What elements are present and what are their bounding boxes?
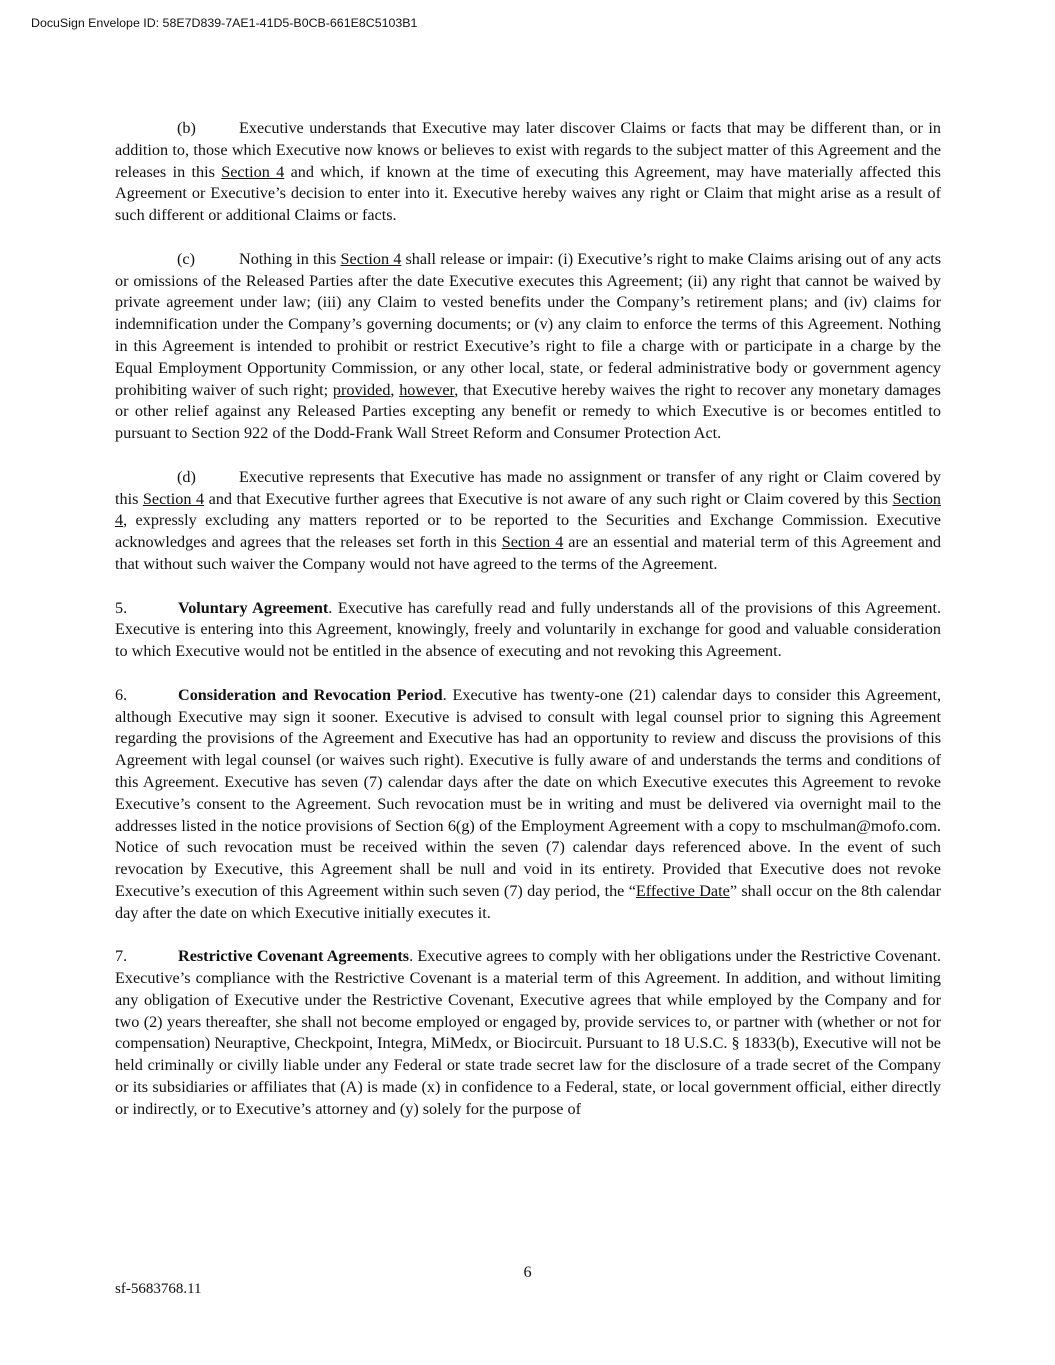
section-6-consideration-revocation	[115, 685, 941, 925]
paragraph-4d	[115, 467, 941, 576]
document-body	[115, 118, 941, 1142]
section-5-voluntary-agreement	[115, 598, 941, 663]
page-number: 6	[523, 1263, 532, 1281]
paragraph-text: . Executive has carefully read and fully understands all of the provisions of this Agreement. Executive is entering into this Agreement, knowingly, freely and voluntarily in exchange for good and valuable consideration to which Executive would not be entitled in the absence of executing and not revoking this Agreement.	[115, 598, 941, 661]
paragraph-text: ” shall occur on the 8th calendar day after the date on which Executive initially executes it.	[115, 881, 942, 922]
section-4-reference: Section 4	[501, 533, 564, 552]
paragraph-text: and that Executive further agrees that Executive is not aware of any such right or Claim covered by this	[204, 489, 893, 508]
section-heading: Consideration and Revocation Period	[178, 685, 443, 704]
paragraph-text: , expressly excluding any matters reported or to be reported to the Securities and Exchange Commission. Executive acknowledges and agrees that the releases set forth in this	[115, 511, 941, 552]
paragraph-text: Executive represents that Executive has made no assignment or transfer of any right or Claim covered by this	[115, 467, 941, 508]
paragraph-text: and which, if known at the time of executing this Agreement, may have materially affected this Agreement or Executive’s decision to enter into it. Executive hereby waives any right or Claim that might arise as a result of such different or additional Claims or facts.	[115, 162, 941, 225]
however-term: however	[399, 380, 455, 399]
paragraph-marker: (b)	[177, 119, 196, 137]
section-heading: Voluntary Agreement	[178, 598, 329, 617]
section-4-reference: Section 4	[115, 489, 942, 530]
paragraph-text: , that Executive hereby waives the right to recover any monetary damages or other relief against any Released Parties excepting any benefit or remedy to which Executive is or becomes entitled to pursuant to Section 922 of the Dodd-Frank Wall Street Reform and Consumer Protection Act.	[115, 380, 941, 443]
section-number: 7.	[115, 947, 128, 966]
provided-term: provided	[332, 380, 391, 399]
paragraph-text: . Executive has twenty-one (21) calendar days to consider this Agreement, although Executive may sign it sooner. Executive is advised to consult with legal counsel prior to signing this Agreement regarding the provisions of the Agreement and Executive has had an opportunity to review and discuss the provisions of this Agreement with legal counsel (or waives such right). Executive is fully aware of and understands the terms and conditions of this Agreement. Executive has seven (7) calendar days after the date on which Executive executes this Agreement to revoke Executive’s consent to the Agreement. Such revocation must be in writing and must be delivered via overnight mail to the addresses listed in the notice provisions of Section 6(g) of the Employment Agreement with a copy to mschulman@mofo.com. Notice of such revocation must be received within the seven (7) calendar days referenced above. In the event of such revocation by Executive, this Agreement shall be null and void in its entirety. Provided that Executive does not revoke Executive’s execution of this Agreement within such seven (7) day period, the “	[115, 685, 941, 900]
section-4-reference: Section 4	[221, 162, 285, 181]
paragraph-text: are an essential and material term of this Agreement and that without such waiver the Company would not have agreed to the terms of the Agreement.	[115, 533, 942, 573]
section-4-reference: Section 4	[142, 489, 205, 508]
section-7-restrictive-covenant	[115, 946, 941, 1120]
paragraph-text: . Executive agrees to comply with her obligations under the Restrictive Covenant. Executive’s compliance with the Restrictive Covenant is a material term of this Agreement. In addition, and without limiting any obligation of Executive under the Restrictive Covenant, Executive agrees that while employed by the Company and for two (2) years thereafter, she shall not become employed or engaged by, provide services to, or partner with (whether or not for compensation) Neuraptive, Checkpoint, Integra, MiMedx, or Biocircuit. Pursuant to 18 U.S.C. § 1833(b), Executive will not be held criminally or civilly liable under any Federal or state trade secret law for the disclosure of a trade secret of the Company or its subsidiaries or affiliates that (A) is made (x) in confidence to a Federal, state, or local government official, either directly or indirectly, or to Executive’s attorney and (y) solely for the purpose of	[115, 947, 941, 1118]
paragraph-text: shall release or impair: (i) Executive’s right to make Claims arising out of any acts or omissions of the Released Parties after the date Executive executes this Agreement; (ii) any right that cannot be waived by private agreement under law; (iii) any Claim to vested benefits under the Company’s retirement plans; and (iv) claims for indemnification under the Company’s governing documents; or (v) any claim to enforce the terms of this Agreement. Nothing in this Agreement is intended to prohibit or restrict Executive’s right to file a charge with or participate in a charge by the Equal Employment Opportunity Commission, or any other local, state, or federal administrative body or government agency prohibiting waiver of such right;	[115, 249, 941, 399]
paragraph-text: Executive understands that Executive may later discover Claims or facts that may be different than, or in addition to, those which Executive now knows or believes to exist with regards to the subject matter of this Agreement and the releases in this	[115, 119, 941, 181]
paragraph-marker: (d)	[177, 467, 196, 486]
section-4-reference: Section 4	[340, 249, 402, 268]
section-number: 6.	[115, 685, 128, 704]
section-number: 5.	[115, 598, 128, 617]
document-id: sf-5683768.11	[115, 1281, 202, 1297]
paragraph-marker: (c)	[177, 249, 195, 268]
effective-date-term: Effective Date	[635, 881, 730, 900]
docusign-envelope-id: DocuSign Envelope ID: 58E7D839-7AE1-41D5-B0CB-661E8C5103B1	[31, 16, 418, 30]
paragraph-text: Nothing in this	[239, 249, 341, 268]
section-heading: Restrictive Covenant Agreements	[178, 947, 410, 966]
paragraph-4b	[115, 118, 941, 227]
paragraph-text: ,	[390, 380, 400, 399]
paragraph-4c	[115, 249, 941, 445]
